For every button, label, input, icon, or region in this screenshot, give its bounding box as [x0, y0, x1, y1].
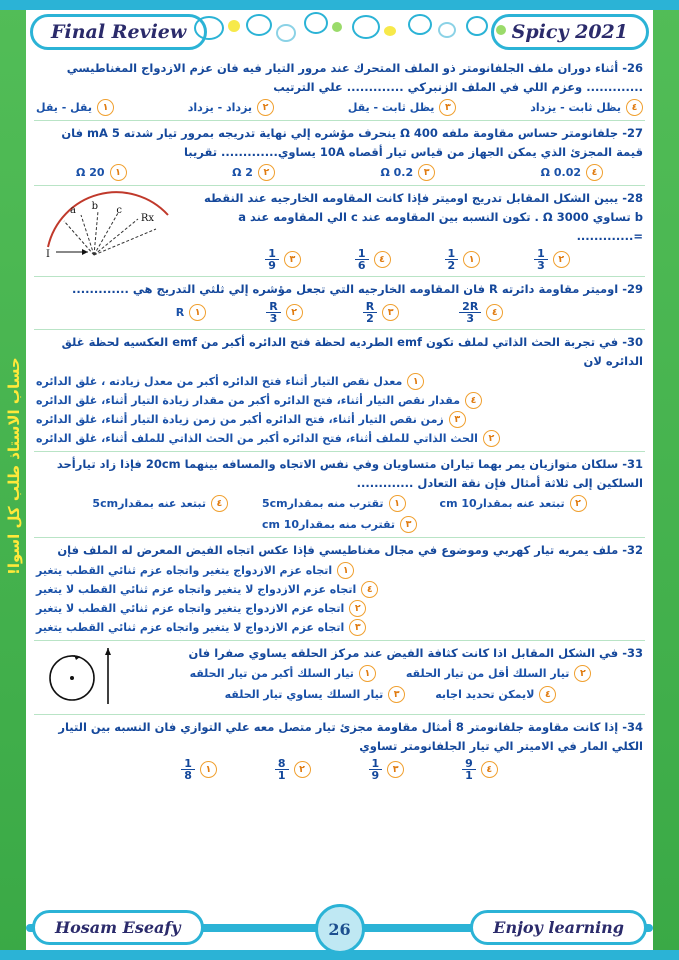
header-right-title: Spicy 2021: [491, 14, 649, 50]
choices-26: [36, 99, 643, 116]
choice-bullet: ٢: [257, 99, 274, 116]
choice-option[interactable]: ٣ يظل ثابت - يقل: [348, 99, 457, 116]
choice-option[interactable]: ٤ اتجاه عزم الازدواج لا يتغير واتجاه عزم ثنائي القطب لا يتغير: [36, 581, 378, 598]
choice-option[interactable]: ٤ $\frac{9}{1}$: [462, 758, 498, 782]
choices-30: [36, 373, 643, 447]
choice-bullet: ٤: [481, 761, 498, 778]
choice-option[interactable]: ١ معدل نقص التيار أثناء فتح الدائره أكبر من معدل زيادته ، غلق الدائره: [36, 373, 424, 390]
choice-bullet: ٢: [553, 251, 570, 268]
choice-bullet: ٣: [349, 619, 366, 636]
choice-option[interactable]: ٣ زمن نقص التيار أثناء، فتح الدائره أكبر من زمن زيادة التيار أثناء، غلق الدائره: [36, 411, 466, 428]
choice-bullet: ٢: [258, 164, 275, 181]
footer-slogan: Enjoy learning: [470, 910, 647, 945]
choice-option[interactable]: ٣ اتجاه عزم الازدواج لا يتغير واتجاه عزم ثنائي القطب يتغير: [36, 619, 366, 636]
question-text: 28- يبين الشكل المقابل تدريج اوميتر فإذا كانت المقاومه الخارجيه عند النقطه b تساوي 3000 Ω . تكون النسبه بين المقاومه عند c الي المقاومه عند a =.............: [204, 190, 643, 243]
question-sheet: [34, 56, 645, 900]
choice-option[interactable]: ٢ $\frac{8}{1}$: [275, 758, 311, 782]
choice-option[interactable]: ٣ 0.2 Ω: [380, 164, 435, 181]
author-name: Hosam Eseafy: [32, 910, 204, 945]
choices-29: [36, 301, 643, 325]
question-28: [34, 186, 645, 277]
choice-option[interactable]: ١ $\frac{1}{8}$: [181, 758, 217, 782]
svg-text:b: b: [91, 200, 98, 212]
choice-bullet: ٤: [361, 581, 378, 598]
choice-option[interactable]: ٢ $\frac{R}{3}$: [266, 301, 302, 325]
choice-option[interactable]: ٢ 2 Ω: [232, 164, 275, 181]
choices-33: [138, 665, 643, 703]
choice-bullet: ٤: [539, 686, 556, 703]
choices-32: [36, 562, 643, 636]
choice-bullet: ٤: [465, 392, 482, 409]
choice-bullet: ١: [359, 665, 376, 682]
page-number: 26: [315, 904, 365, 954]
choices-27: [36, 164, 643, 181]
choice-option[interactable]: ٣ $\frac{1}{9}$: [265, 248, 301, 272]
choices-28: [192, 248, 643, 272]
choice-option[interactable]: ٢ اتجاه عزم الازدواج يتغير واتجاه عزم ثنائي القطب لا يتغير: [36, 600, 366, 617]
svg-text:Rx: Rx: [140, 212, 154, 224]
choice-bullet: ١: [97, 99, 114, 116]
question-26: [34, 56, 645, 121]
choice-option[interactable]: ٣ تقترب منه بمقدار10 cm: [262, 516, 417, 533]
choice-bullet: ٢: [286, 304, 303, 321]
choice-bullet: ١: [389, 495, 406, 512]
question-text: 34- إذا كانت مقاومة جلفانومتر 8 أمثال مقاومة مجزئ تيار متصل معه علي التوازي فان النسبه بين التيار الكلي المار في الاميتر الي تيار الجلفانومتر تساوي: [58, 719, 643, 753]
choice-bullet: ٣: [439, 99, 456, 116]
loop-with-wire-figure: [36, 644, 132, 710]
choice-option[interactable]: ٤ تبتعد عنه بمقدار5cm: [92, 495, 228, 512]
question-text: 26- أثناء دوران ملف الجلفانومتر ذو الملف المتحرك عند مرور التيار فيه فان عزم الازدواج المغناطيسي ............. وعزم اللي في الملف الزنبركي ............. علي الترتيب: [66, 61, 643, 94]
choice-bullet: ١: [200, 761, 217, 778]
question-31: [34, 452, 645, 538]
choices-31: [36, 495, 643, 533]
choice-bullet: ٢: [349, 600, 366, 617]
choice-bullet: ٣: [388, 686, 405, 703]
choice-option[interactable]: ٢ $\frac{1}{3}$: [534, 248, 570, 272]
question-text: 30- في تجربة الحث الذاتي لملف تكون emf الطرديه لحظة فتح الدائره أكبر من emf العكسيه لحظة غلق الدائره لان: [61, 334, 643, 368]
question-33: [34, 641, 645, 715]
question-text: 31- سلكان متوازيان يمر بهما تياران متساويان وفي نفس الاتجاه والمسافه بينهما 20cm فإذا زاد تيارأحد السلكين إلى ثلاثة أمثال فإن نقة التعادل .............: [56, 456, 643, 490]
choice-option[interactable]: ٢ تيار السلك أقل من تيار الحلقه: [406, 665, 592, 682]
choice-option[interactable]: ١ يقل - يقل: [36, 99, 114, 116]
question-text: 29- اوميتر مقاومة دائرته R فان المقاومه الخارجيه التي تجعل مؤشره إلي ثلثي التدريج هي .............: [72, 281, 643, 296]
question-34: [34, 715, 645, 786]
choices-34: [36, 758, 643, 782]
choice-bullet: ٤: [586, 164, 603, 181]
choice-option[interactable]: ٤ $\frac{2R}{3}$: [459, 301, 503, 325]
ohmmeter-scale-figure: [36, 189, 186, 265]
decorative-bubbles: [176, 10, 523, 56]
choice-bullet: ٣: [382, 304, 399, 321]
choice-bullet: ٢: [570, 495, 587, 512]
choice-bullet: ١: [110, 164, 127, 181]
question-text: 32- ملف يمريه تيار كهربي وموضوع في مجال مغناطيسي فإذا عكس اتجاه الفيض المعرض له الملف فإن: [57, 542, 643, 557]
choice-option[interactable]: ٢ يزداد - يزداد: [188, 99, 274, 116]
choice-option[interactable]: ١ تيار السلك أكبر من تيار الحلقه: [190, 665, 376, 682]
choice-bullet: ١: [337, 562, 354, 579]
choice-option[interactable]: ٤ $\frac{1}{6}$: [355, 248, 391, 272]
choice-option[interactable]: ٤ 0.02 Ω: [541, 164, 603, 181]
choice-option[interactable]: ٤ لايمكن تحديد اجابه: [435, 686, 556, 703]
svg-text:c: c: [116, 204, 122, 216]
decorative-top-border: [0, 0, 679, 10]
choice-bullet: ٣: [387, 761, 404, 778]
choice-bullet: ١: [407, 373, 424, 390]
choice-bullet: ٣: [449, 411, 466, 428]
page-footer: [26, 904, 653, 952]
choice-bullet: ٤: [626, 99, 643, 116]
choice-option[interactable]: ١ اتجاه عزم الازدواج يتغير واتجاه عزم ثنائي القطب يتغير: [36, 562, 354, 579]
choice-bullet: ٤: [374, 251, 391, 268]
svg-text:I: I: [46, 248, 50, 260]
choice-bullet: ٣: [284, 251, 301, 268]
choice-option[interactable]: ١ $\frac{1}{2}$: [445, 248, 481, 272]
choice-option[interactable]: ٤ يظل ثابت - يزداد: [530, 99, 643, 116]
choice-bullet: ١: [463, 251, 480, 268]
decorative-right-border: [653, 0, 679, 960]
question-27: [34, 121, 645, 186]
choice-option[interactable]: ٤ مقدار نقص التيار أثناء، فتح الدائره أكبر من مقدار زيادة التيار أثناء، غلق الدائره: [36, 392, 482, 409]
svg-text:a: a: [70, 204, 76, 216]
question-32: [34, 538, 645, 641]
choice-bullet: ١: [189, 304, 206, 321]
choice-option[interactable]: ٢ تبتعد عنه بمقدار10 cm: [440, 495, 587, 512]
question-text: 27- جلفانومتر حساس مقاومة ملفه 400 Ω ينحرف مؤشره إلي نهاية تدريجه بمرور تيار شدته 5 mA فان قيمة المجزئ الذي يمكن الجهاز من قياس تيار أقصاه 10A يساوي............. تقريبا: [61, 125, 643, 159]
choice-bullet: ٣: [418, 164, 435, 181]
choice-option[interactable]: ٣ $\frac{R}{2}$: [363, 301, 399, 325]
question-text: 33- في الشكل المقابل اذا كانت كثافة الفيض عند مركز الحلقه يساوي صفرا فان: [188, 645, 643, 660]
choice-bullet: ٤: [211, 495, 228, 512]
choice-bullet: ٤: [486, 304, 503, 321]
page-header: [26, 10, 653, 54]
choice-bullet: ٢: [483, 430, 500, 447]
choice-bullet: ٢: [574, 665, 591, 682]
question-29: [34, 277, 645, 330]
choice-bullet: ٢: [294, 761, 311, 778]
choice-bullet: ٣: [400, 516, 417, 533]
choice-option[interactable]: ١ تقترب منه بمقدار5cm: [262, 495, 406, 512]
question-30: [34, 330, 645, 452]
choice-option[interactable]: ٣ $\frac{1}{9}$: [369, 758, 405, 782]
header-left-title: Final Review: [30, 14, 207, 50]
side-note-text: حساب الاستاذ طلب كل اسوا!: [5, 357, 23, 575]
choice-option[interactable]: ١ R: [176, 301, 206, 325]
choice-option[interactable]: ٢ الحث الذاتي للملف أثناء، فتح الدائره أكبر من الحث الذاتي للملف أثناء، غلق الدائره: [36, 430, 500, 447]
choice-option[interactable]: ٣ تيار السلك يساوي تيار الحلقه: [225, 686, 406, 703]
choice-option[interactable]: ١ 20 Ω: [76, 164, 127, 181]
